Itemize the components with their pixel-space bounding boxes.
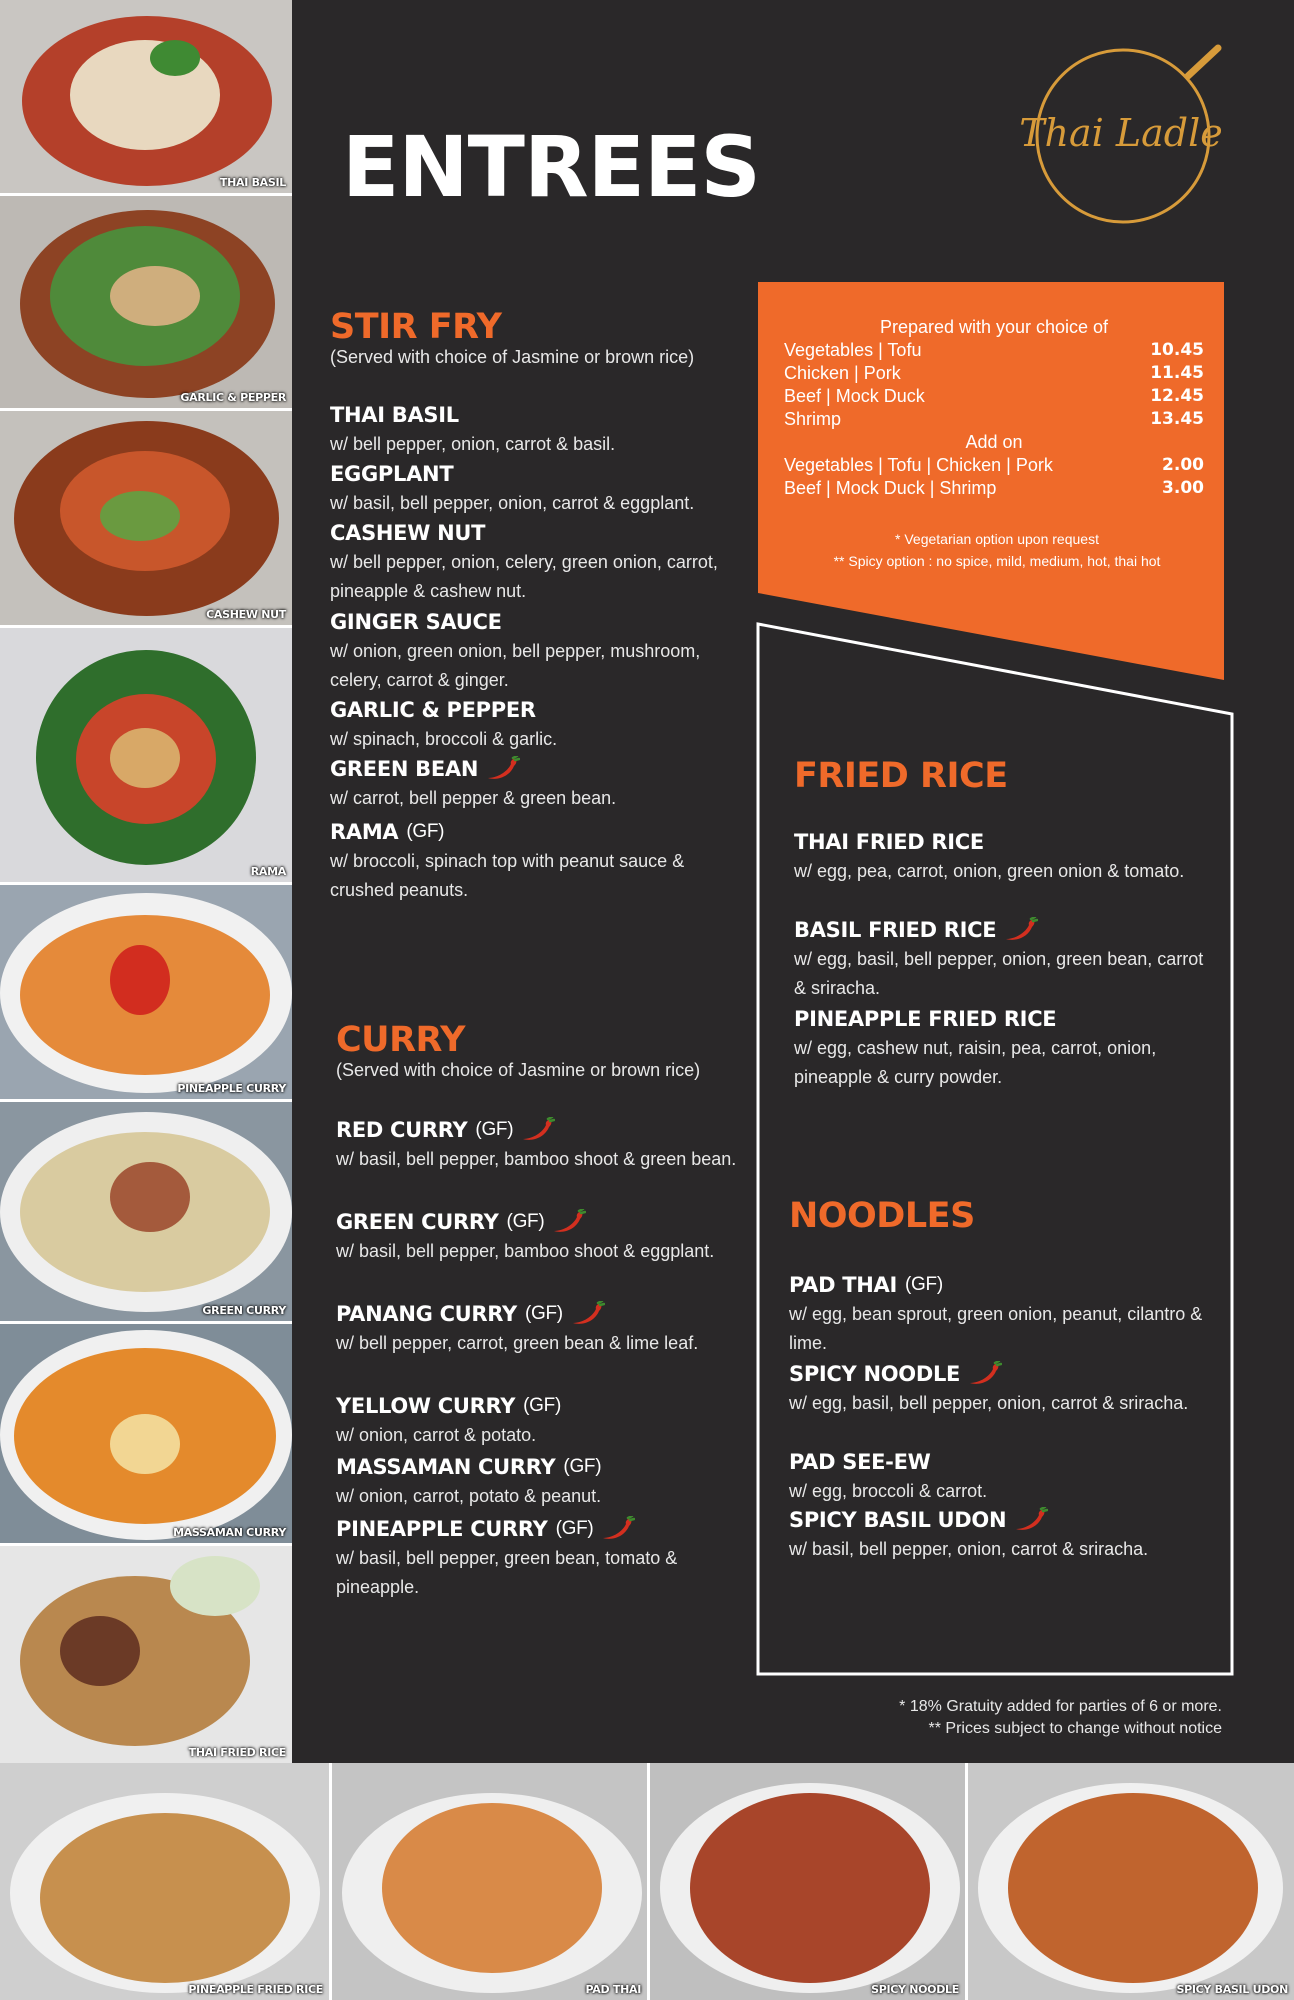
item-name: PINEAPPLE CURRY <box>336 1516 548 1541</box>
photo-garlic-pepper <box>0 196 292 411</box>
photo-caption: MASSAMAN CURRY <box>173 1526 286 1539</box>
photo-massaman-curry <box>0 1324 292 1546</box>
menu-item-thai-fried-rice <box>794 827 1214 886</box>
menu-item-spicy-noodle <box>789 1359 1209 1418</box>
item-name: PANANG CURRY <box>336 1301 517 1326</box>
price-label: Chicken | Pork <box>784 363 901 383</box>
item-description: w/ carrot, bell pepper & green bean. <box>330 788 617 808</box>
item-name: GREEN BEAN <box>330 756 479 781</box>
item-name-row <box>330 817 750 846</box>
menu-item-rama <box>330 817 750 905</box>
item-description: w/ egg, bean sprout, green onion, peanut, cilantro & lime. <box>789 1304 1203 1353</box>
price-box <box>758 282 1294 680</box>
chili-icon <box>968 1361 1002 1387</box>
price-value: 10.45 <box>1150 340 1204 360</box>
price-row <box>784 408 1204 431</box>
logo-text: Thai Ladle <box>1019 111 1223 155</box>
item-description: w/ egg, pea, carrot, onion, green onion & tomato. <box>794 861 1185 881</box>
photo-thai-basil <box>0 0 292 196</box>
item-name-row <box>794 1004 1214 1033</box>
item-description: w/ basil, bell pepper, green bean, tomato & pineapple. <box>336 1548 678 1597</box>
gratuity-note: * 18% Gratuity added for parties of 6 or more. <box>899 1698 1222 1715</box>
item-name-row <box>789 1270 1209 1299</box>
item-description: w/ onion, carrot & potato. <box>336 1425 537 1445</box>
price-label: Vegetables | Tofu | Chicken | Pork <box>784 455 1053 475</box>
item-description: w/ egg, cashew nut, raisin, pea, carrot, onion, pineapple & curry powder. <box>794 1038 1157 1087</box>
item-name: CASHEW NUT <box>330 520 486 545</box>
item-name-row <box>336 1299 756 1328</box>
chili-icon <box>521 1117 555 1143</box>
price-row <box>784 477 1204 500</box>
price-row <box>784 362 1204 385</box>
item-description: w/ basil, bell pepper, onion, carrot & eggplant. <box>330 493 695 513</box>
menu-item-panang-curry <box>336 1299 756 1358</box>
photo-caption: PINEAPPLE FRIED RICE <box>188 1983 323 1996</box>
menu-item-spicy-basil-udon <box>789 1505 1209 1564</box>
item-description: w/ basil, bell pepper, onion, carrot & sriracha. <box>789 1539 1149 1559</box>
menu-item-pineapple-curry <box>336 1514 756 1602</box>
spicy-note: ** Spicy option : no spice, mild, medium, hot, thai hot <box>833 553 1161 569</box>
price-label: Beef | Mock Duck <box>784 386 925 406</box>
menu-item-thai-basil <box>330 400 750 459</box>
menu-item-pad-see-ew <box>789 1447 1209 1506</box>
photo-caption: THAI BASIL <box>219 176 286 189</box>
chili-icon <box>601 1516 635 1542</box>
photo-rama <box>0 628 292 885</box>
gluten-free-tag: (GF) <box>563 1455 602 1477</box>
photo-caption: GARLIC & PEPPER <box>180 391 286 404</box>
item-name: PINEAPPLE FRIED RICE <box>794 1006 1057 1031</box>
item-description: w/ spinach, broccoli & garlic. <box>330 729 558 749</box>
item-name: EGGPLANT <box>330 461 454 486</box>
gluten-free-tag: (GF) <box>905 1273 943 1295</box>
thai-ladle-logo <box>1018 36 1228 236</box>
photo-green-curry <box>0 1102 292 1324</box>
menu-item-red-curry <box>336 1115 756 1174</box>
item-name-row <box>789 1505 1209 1534</box>
gluten-free-tag: (GF) <box>506 1210 545 1232</box>
item-name: PAD SEE-EW <box>789 1449 931 1474</box>
price-value: 2.00 <box>1162 455 1204 475</box>
price-change-note: ** Prices subject to change without notice <box>928 1720 1222 1737</box>
item-name-row <box>336 1391 756 1420</box>
price-row <box>784 385 1204 408</box>
photo-pad-thai <box>332 1763 650 2000</box>
photo-caption: SPICY BASIL UDON <box>1176 1983 1288 1996</box>
price-value: 11.45 <box>1150 363 1204 383</box>
curry-title: CURRY <box>336 1020 465 1060</box>
photo-spicy-basil-udon <box>968 1763 1294 2000</box>
item-name-row <box>794 915 1214 944</box>
item-description: w/ bell pepper, carrot, green bean & lime leaf. <box>336 1333 699 1353</box>
chili-icon <box>571 1301 605 1327</box>
photo-caption: PINEAPPLE CURRY <box>177 1082 286 1095</box>
item-description: w/ broccoli, spinach top with peanut sauce & crushed peanuts. <box>330 851 685 900</box>
item-name-row <box>330 607 750 636</box>
item-description: w/ bell pepper, onion, celery, green onion, carrot, pineapple & cashew nut. <box>330 552 718 601</box>
price-label: Shrimp <box>784 409 842 429</box>
curry-subtitle: (Served with choice of Jasmine or brown rice) <box>336 1060 701 1080</box>
photo-caption: RAMA <box>250 865 286 878</box>
menu-item-garlic-pepper <box>330 695 750 754</box>
item-description: w/ basil, bell pepper, bamboo shoot & green bean. <box>336 1149 737 1169</box>
vegetarian-note: * Vegetarian option upon request <box>895 531 1099 547</box>
item-name: THAI FRIED RICE <box>794 829 984 854</box>
item-name: RED CURRY <box>336 1117 468 1142</box>
gluten-free-tag: (GF) <box>475 1118 514 1140</box>
price-value: 13.45 <box>1150 409 1204 429</box>
item-name: GREEN CURRY <box>336 1209 499 1234</box>
chili-icon <box>486 756 520 782</box>
item-name: SPICY BASIL UDON <box>789 1507 1007 1532</box>
item-description: w/ onion, green onion, bell pepper, mushroom, celery, carrot & ginger. <box>330 641 701 690</box>
item-name: RAMA <box>330 819 399 844</box>
photo-caption: CASHEW NUT <box>206 608 286 621</box>
addon-heading: Add on <box>965 432 1023 452</box>
item-name-row <box>330 400 750 429</box>
photo-pineapple-fried-rice <box>0 1763 332 2000</box>
item-name: PAD THAI <box>789 1272 898 1297</box>
price-row <box>784 454 1204 477</box>
price-heading: Prepared with your choice of <box>879 317 1109 337</box>
menu-item-green-bean <box>330 754 750 813</box>
gluten-free-tag: (GF) <box>406 820 445 842</box>
item-name-row <box>330 518 750 547</box>
item-name-row <box>330 459 750 488</box>
chili-icon <box>1014 1507 1048 1533</box>
item-description: w/ egg, broccoli & carrot. <box>789 1481 988 1501</box>
menu-item-ginger-sauce <box>330 607 750 695</box>
gluten-free-tag: (GF) <box>555 1517 594 1539</box>
photo-cashew-nut <box>0 411 292 628</box>
menu-item-eggplant <box>330 459 750 518</box>
chili-icon <box>1004 917 1038 943</box>
item-name: BASIL FRIED RICE <box>794 917 997 942</box>
item-name: MASSAMAN CURRY <box>336 1454 556 1479</box>
item-name-row <box>330 695 750 724</box>
menu-item-yellow-curry <box>336 1391 756 1450</box>
item-description: w/ bell pepper, onion, carrot & basil. <box>330 434 616 454</box>
item-name-row <box>330 754 750 783</box>
item-name: THAI BASIL <box>330 402 459 427</box>
price-list <box>784 316 1204 500</box>
item-name: GINGER SAUCE <box>330 609 502 634</box>
item-name-row <box>789 1359 1209 1388</box>
price-label: Beef | Mock Duck | Shrimp <box>784 478 997 498</box>
photo-caption: SPICY NOODLE <box>871 1983 959 1996</box>
item-description: w/ egg, basil, bell pepper, onion, carrot & sriracha. <box>789 1393 1189 1413</box>
price-value: 12.45 <box>1150 386 1204 406</box>
menu-item-pineapple-fried-rice <box>794 1004 1214 1092</box>
gluten-free-tag: (GF) <box>523 1394 561 1416</box>
page-title: ENTREES <box>342 118 760 216</box>
photo-thai-fried-rice <box>0 1546 292 1763</box>
price-label: Vegetables | Tofu <box>784 340 922 360</box>
stir-fry-title: STIR FRY <box>330 307 502 347</box>
item-name-row <box>789 1447 1209 1476</box>
item-description: w/ egg, basil, bell pepper, onion, green bean, carrot & sriracha. <box>794 949 1204 998</box>
item-name: YELLOW CURRY <box>336 1393 516 1418</box>
photo-caption: GREEN CURRY <box>202 1304 286 1317</box>
fried-rice-title: FRIED RICE <box>794 756 1008 796</box>
menu-item-pad-thai <box>789 1270 1209 1358</box>
item-name-row <box>336 1207 756 1236</box>
photo-spicy-noodle <box>650 1763 968 2000</box>
noodles-title: NOODLES <box>789 1196 975 1236</box>
footer-notes <box>899 1696 1222 1740</box>
gluten-free-tag: (GF) <box>524 1302 563 1324</box>
item-name-row <box>336 1452 756 1481</box>
price-value: 3.00 <box>1162 478 1204 498</box>
price-row <box>784 339 1204 362</box>
item-description: w/ basil, bell pepper, bamboo shoot & eggplant. <box>336 1241 715 1261</box>
photo-caption: THAI FRIED RICE <box>188 1746 286 1759</box>
photo-pineapple-curry <box>0 885 292 1102</box>
item-name-row <box>336 1514 756 1543</box>
menu-item-green-curry <box>336 1207 756 1266</box>
item-name: SPICY NOODLE <box>789 1361 961 1386</box>
photo-caption: PAD THAI <box>585 1983 641 1996</box>
item-name: GARLIC & PEPPER <box>330 697 536 722</box>
price-notes <box>758 528 1236 572</box>
item-name-row <box>336 1115 756 1144</box>
menu-item-cashew-nut <box>330 518 750 606</box>
menu-item-basil-fried-rice <box>794 915 1214 1003</box>
item-name-row <box>794 827 1214 856</box>
menu-panel <box>292 0 1294 1763</box>
stir-fry-subtitle: (Served with choice of Jasmine or brown rice) <box>330 347 695 367</box>
item-description: w/ onion, carrot, potato & peanut. <box>336 1486 602 1506</box>
menu-item-massaman-curry <box>336 1452 756 1511</box>
chili-icon <box>552 1209 586 1235</box>
